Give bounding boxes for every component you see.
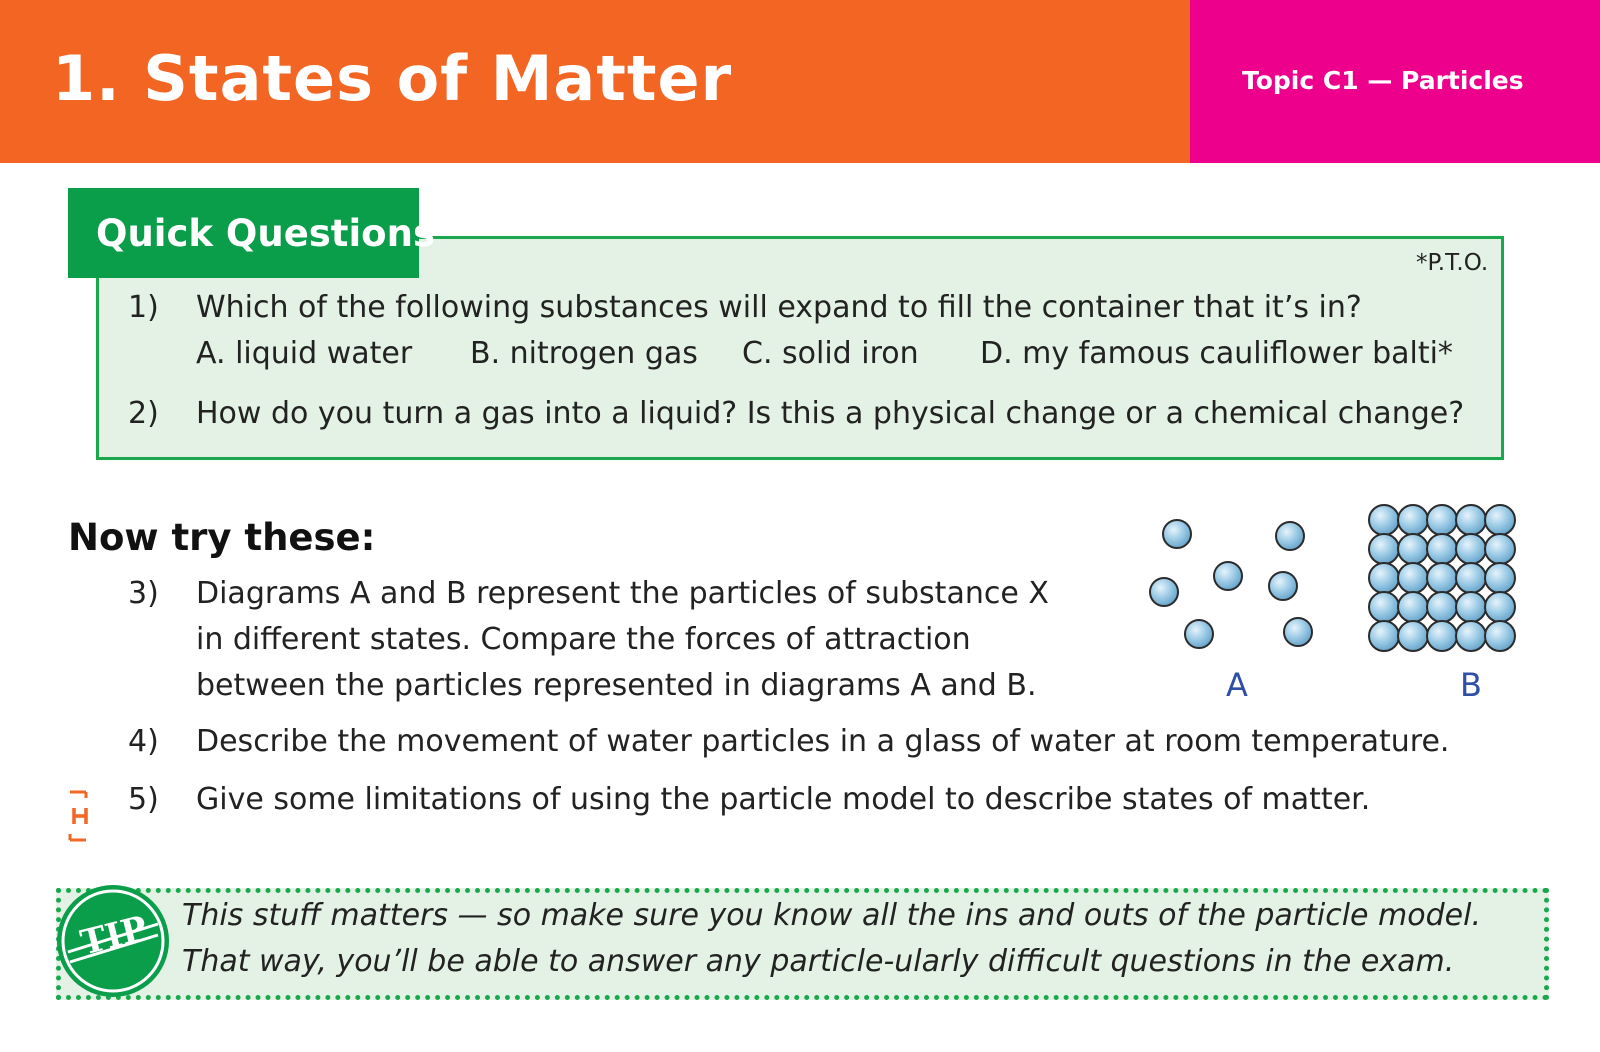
option-d: D. my famous cauliflower balti*: [980, 336, 1453, 371]
question-number-5: 5): [128, 782, 159, 817]
question-text-4: Describe the movement of water particles in a glass of water at room temperature.: [196, 724, 1450, 759]
diagram-b-particle: [1485, 621, 1515, 651]
option-c: C. solid iron: [742, 336, 919, 371]
question-text-1: Which of the following substances will expand to fill the container that it’s in?: [196, 290, 1362, 325]
question-text-2: How do you turn a gas into a liquid? Is this a physical change or a chemical change?: [196, 396, 1465, 431]
diagram-b-particle: [1485, 505, 1515, 535]
topic-label: Topic C1 — Particles: [1242, 66, 1524, 95]
tip-badge-label: TIP: [76, 908, 152, 964]
higher-tier-icon: [64, 788, 96, 844]
tip-text-line-1: This stuff matters — so make sure you know all the ins and outs of the particle model.: [182, 898, 1481, 933]
now-try-heading: Now try these:: [68, 516, 376, 559]
diagram-a-particles: [1150, 520, 1312, 648]
diagram-b-label: B: [1460, 666, 1482, 704]
option-b: B. nitrogen gas: [470, 336, 698, 371]
page-title: 1. States of Matter: [52, 42, 733, 115]
diagram-b-particle: [1369, 563, 1399, 593]
diagram-b-particles: [1369, 505, 1515, 651]
diagram-b-particle: [1369, 534, 1399, 564]
diagram-b-particle: [1427, 534, 1457, 564]
diagram-b-particle: [1456, 592, 1486, 622]
diagram-b-particle: [1427, 592, 1457, 622]
diagram-b-particle: [1456, 563, 1486, 593]
quick-questions-heading: Quick Questions: [96, 212, 435, 255]
diagram-a-label: A: [1226, 666, 1248, 704]
diagram-b-particle: [1398, 534, 1428, 564]
question-text-3-line-2: in different states. Compare the forces of attraction: [196, 622, 971, 657]
question-number-3: 3): [128, 576, 159, 611]
diagram-b-particle: [1369, 505, 1399, 535]
diagram-b-particle: [1456, 621, 1486, 651]
diagram-b-particle: [1398, 563, 1428, 593]
diagram-b-particle: [1398, 505, 1428, 535]
question-text-3-line-1: Diagrams A and B represent the particles of substance X: [196, 576, 1049, 611]
diagram-b-particle: [1398, 592, 1428, 622]
tip-text-line-2: That way, you’ll be able to answer any particle-ularly difficult questions in the exam.: [182, 944, 1455, 979]
question-number-2: 2): [128, 396, 159, 431]
question-text-5: Give some limitations of using the particle model to describe states of matter.: [196, 782, 1371, 817]
particle-diagrams: [1140, 504, 1560, 714]
diagram-b-particle: [1456, 534, 1486, 564]
diagram-b-particle: [1398, 621, 1428, 651]
option-a: A. liquid water: [196, 336, 413, 371]
diagram-b-particle: [1369, 592, 1399, 622]
question-number-4: 4): [128, 724, 159, 759]
pto-note: *P.T.O.: [1416, 250, 1489, 276]
diagram-b-particle: [1427, 621, 1457, 651]
diagram-b-particle: [1369, 621, 1399, 651]
diagram-b-particle: [1427, 505, 1457, 535]
question-number-1: 1): [128, 290, 159, 325]
diagram-b-particle: [1456, 505, 1486, 535]
question-text-3-line-3: between the particles represented in diagrams A and B.: [196, 668, 1037, 703]
diagram-b-particle: [1485, 592, 1515, 622]
diagram-b-particle: [1485, 563, 1515, 593]
diagram-b-particle: [1485, 534, 1515, 564]
diagram-b-particle: [1427, 563, 1457, 593]
